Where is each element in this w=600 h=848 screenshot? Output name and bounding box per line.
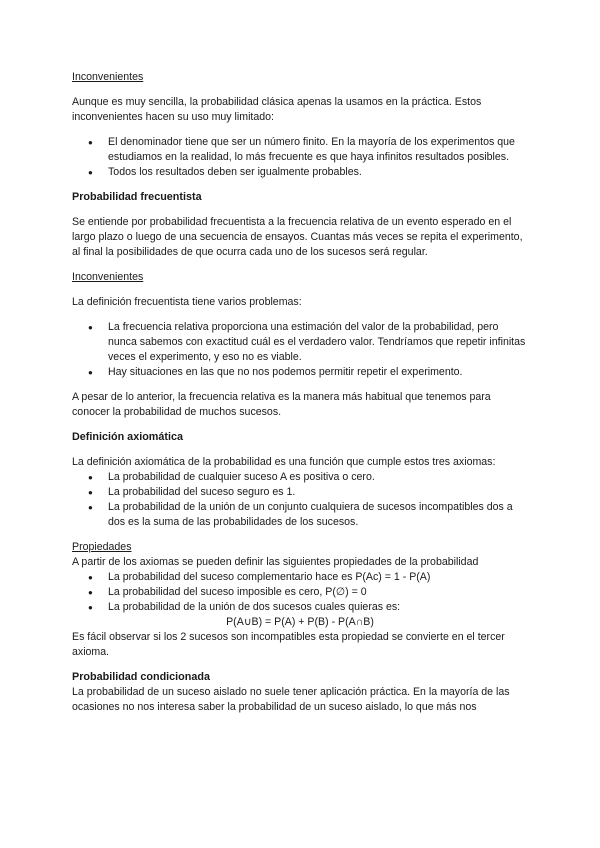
bullet-list (72, 570, 528, 615)
section-title: Definición axiomática (72, 431, 184, 443)
bullet-list (72, 320, 528, 380)
list-item: ● La probabilidad del suceso imposible es cero, P(∅) = 0 (72, 585, 528, 600)
list-item: ● La probabilidad de la unión de un conjunto cualquiera de sucesos incompatibles dos a dos es la suma de las probabilidades de los sucesos. (72, 500, 528, 530)
paragraph: Se entiende por probabilidad frecuentista a la frecuencia relativa de un evento esperado en el largo plazo o luego de una secuencia de ensayos. Cuantas más veces se repita el experimento, al final la posibilidades de que ocurra cada uno de los sucesos será regular. (72, 216, 523, 258)
paragraph: Es fácil observar si los 2 sucesos son incompatibles esta propiedad se convierte en el tercer axioma. (72, 631, 505, 658)
paragraph: La definición axiomática de la probabilidad es una función que cumple estos tres axiomas: (72, 456, 496, 468)
list-item: ● Hay situaciones en las que no nos podemos permitir repetir el experimento. (72, 365, 528, 380)
section-title: Probabilidad frecuentista (72, 191, 202, 203)
paragraph: Aunque es muy sencilla, la probabilidad clásica apenas la usamos en la práctica. Estos inconvenientes hacen su uso muy limitado: (72, 96, 482, 123)
section-heading-inconvenientes: Inconvenientes (72, 71, 144, 83)
list-item: ● Todos los resultados deben ser igualmente probables. (72, 165, 528, 180)
section-title: Probabilidad condicionada (72, 671, 210, 683)
paragraph: A pesar de lo anterior, la frecuencia relativa es la manera más habitual que tenemos para conocer la probabilidad de muchos sucesos. (72, 391, 491, 418)
list-item: ● La probabilidad del suceso seguro es 1. (72, 485, 528, 500)
list-item: ● La probabilidad de la unión de dos sucesos cuales quieras es: (72, 600, 528, 615)
bullet-list (72, 135, 528, 180)
bullet-list (72, 470, 528, 530)
list-item: ● La probabilidad de cualquier suceso A es positiva o cero. (72, 470, 528, 485)
formula: P(A∪B) = P(A) + P(B) - P(A∩B) (226, 616, 374, 628)
document-page (72, 70, 528, 715)
list-item: ● La frecuencia relativa proporciona una estimación del valor de la probabilidad, pero nunca sabemos con exactitud cuál es el verdadero valor. Tendríamos que repetir infinitas veces el experimento, y eso no es viable. (72, 320, 528, 365)
section-heading-propiedades: Propiedades (72, 541, 132, 553)
list-item: ● El denominador tiene que ser un número finito. En la mayoría de los experimentos que estudiamos en la realidad, lo más frecuente es que haya infinitos resultados posibles. (72, 135, 528, 165)
paragraph: La definición frecuentista tiene varios problemas: (72, 296, 302, 308)
paragraph: A partir de los axiomas se pueden definir las siguientes propiedades de la probabilidad (72, 556, 479, 568)
section-heading-inconvenientes: Inconvenientes (72, 271, 144, 283)
paragraph: La probabilidad de un suceso aislado no suele tener aplicación práctica. En la mayoría de las ocasiones no nos interesa saber la probabilidad de un suceso aislado, lo que más nos (72, 686, 510, 713)
list-item: ● La probabilidad del suceso complementario hace es P(Ac) = 1 - P(A) (72, 570, 528, 585)
